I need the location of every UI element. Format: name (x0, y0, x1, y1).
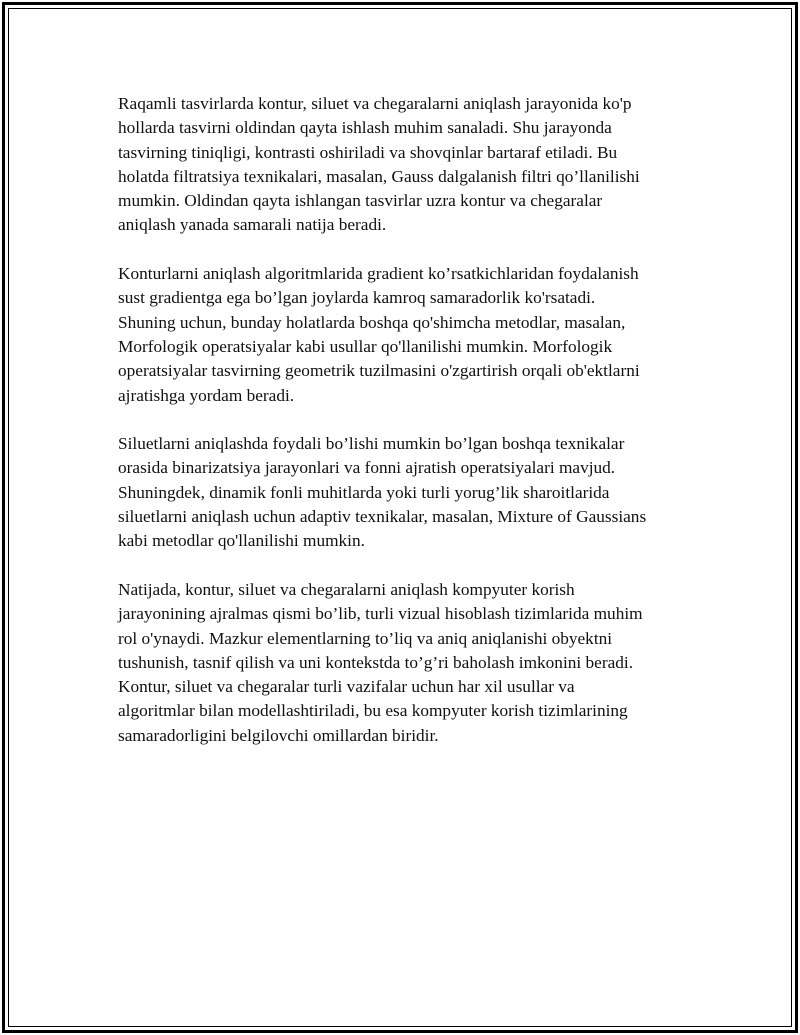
paragraph-1: Raqamli tasvirlarda kontur, siluet va chegaralarni aniqlash jarayonida ko'p hollarda tasvirni oldindan qayta ishlash muhim sanaladi. Shu jarayonda tasvirning tiniqligi, kontrasti oshiriladi va shovqinlar bartaraf etiladi. Bu holatda filtratsiya texnikalari, masalan, Gauss dalgalanish filtri qo’llanilishi mumkin. Oldindan qayta ishlangan tasvirlar uzra kontur va chegaralar aniqlash yanada samarali natija beradi. (118, 94, 640, 235)
paragraph-3: Siluetlarni aniqlashda foydali bo’lishi mumkin bo’lgan boshqa texnikalar orasida binarizatsiya jarayonlari va fonni ajratish operatsiyalari mavjud. Shuningdek, dinamik fonli muhitlarda yoki turli yorug’lik sharoitlarida siluetlarni aniqlash uchun adaptiv texnikalar, masalan, Mixture of Gaussians kabi metodlar qo'llanilishi mumkin. (118, 434, 647, 551)
document-body (118, 92, 698, 772)
paragraph-2: Konturlarni aniqlash algoritmlarida gradient ko’rsatkichlaridan foydalanish sust gradientga ega bo’lgan joylarda kamroq samaradorlik ko'rsatadi. Shuning uchun, bunday holatlarda boshqa qo'shimcha metodlar, masalan, Morfologik operatsiyalar kabi usullar qo'llanilishi mumkin. Morfologik operatsiyalar tasvirning geometrik tuzilmasini o'zgartirish orqali ob'ektlarni ajratishga yordam beradi. (118, 264, 640, 405)
paragraph-4: Natijada, kontur, siluet va chegaralarni aniqlash kompyuter korish jarayonining ajralmas qismi bo’lib, turli vizual hisoblash tizimlarida muhim rol o'ynaydi. Mazkur elementlarning to’liq va aniq aniqlanishi obyektni tushunish, tasnif qilish va uni kontekstda to’g’ri baholash imkonini beradi. Kontur, siluet va chegaralar turli vazifalar uchun har xil usullar va algoritmlar bilan modellashtiriladi, bu esa kompyuter korish tizimlarining samaradorligini belgilovchi omillardan biridir. (118, 579, 643, 745)
